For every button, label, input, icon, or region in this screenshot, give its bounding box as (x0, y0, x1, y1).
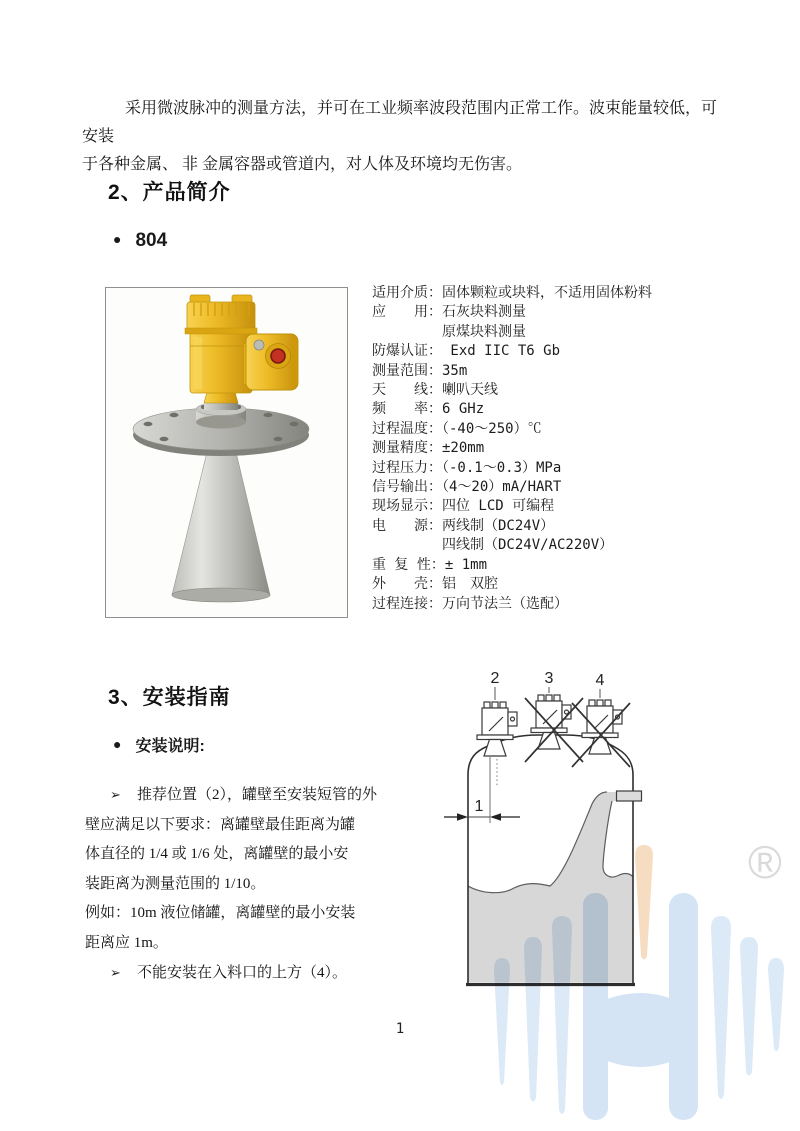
device-neck (204, 392, 238, 403)
red-window (271, 349, 285, 363)
spec-line: 过程温度：（-40～250）℃ (372, 420, 542, 437)
spec-line: 过程压力：（-0.1～0.3）MPa (372, 459, 562, 476)
arrow-left-icon (490, 813, 501, 821)
intro-line-2: 于各种金属、 非 金属容器或管道内，对人体及环境均无伤害。 (82, 156, 523, 173)
body-highlight (194, 337, 202, 389)
install-label: 安装说明: (135, 738, 205, 755)
page-number: 1 (395, 1021, 405, 1037)
spec-line: 测量精度：±20mm (372, 440, 485, 457)
product-photo (105, 287, 348, 618)
spec-line: 原煤块料测量 (372, 323, 526, 340)
radar-level-meter-illustration (106, 288, 347, 617)
position-2-label: 2 (490, 670, 500, 687)
install-text-line: 装距离为测量范围的 1/10。 (85, 875, 266, 892)
bolt-hole (144, 422, 153, 426)
cap-flange (185, 328, 257, 334)
device-cap (187, 302, 255, 331)
hub-bottom (196, 416, 246, 429)
spec-line: 测量范围：35m (372, 362, 468, 379)
list-arrow-icon: ➢ (110, 788, 121, 803)
sensor-position-4 (582, 700, 622, 754)
install-bullet-row (113, 733, 205, 756)
model-number: 804 (135, 230, 168, 251)
install-text-line: 推荐位置（2），罐壁至安装短管的外 (137, 787, 378, 803)
inlet-pipe (617, 791, 642, 801)
horn-mouth (172, 588, 270, 602)
spec-line: 信号输出：（4～20）mA/HART (372, 479, 562, 496)
spec-line: 天 线：喇叭天线 (372, 382, 498, 399)
install-text-line: 壁应满足以下要求：离罐壁最佳距离为罐 (85, 816, 356, 833)
install-paragraph-2: 不能安装在入料口的上方（4）。 (137, 965, 348, 981)
section-2-heading: 2、产品简介 (108, 181, 231, 204)
install-text-line: 体直径的 1/4 或 1/6 处，离罐壁的最小安 (85, 846, 349, 863)
spec-line: 适用介质：固体颗粒或块料，不适用固体粉料 (372, 285, 652, 301)
spec-line: 外 壳：铝 双腔 (372, 576, 498, 593)
bolt-hole (160, 437, 169, 441)
model-bullet-row (113, 230, 167, 252)
section-3-heading: 3、安装指南 (108, 686, 231, 709)
bolt-hole (290, 422, 299, 426)
horn-antenna-cone (172, 452, 270, 595)
spec-list (372, 284, 722, 614)
bolt-hole (170, 413, 179, 417)
spec-line: 重 复 性：± 1mm (372, 556, 488, 573)
registered-mark-icon: ® (748, 836, 782, 888)
installation-diagram (440, 655, 800, 990)
bolt-hole (274, 437, 283, 441)
install-paragraph-1 (85, 781, 435, 959)
spec-line: 防爆认证： Exd IIC T6 Gb (372, 343, 561, 360)
spec-line: 应 用：石灰块料测量 (372, 304, 526, 321)
list-arrow-icon: ➢ (110, 966, 121, 981)
position-4-label: 4 (595, 672, 605, 689)
dim-1-label: 1 (474, 798, 484, 815)
install-text-line: 距离应 1m。 (85, 934, 168, 951)
intro-line-1: 采用微波脉冲的测量方法，并可在工业频率波段范围内正常工作。波束能量较低，可安装 (82, 100, 718, 145)
cable-gland (254, 340, 264, 350)
install-text-line: 例如：10m 液位储罐，离罐壁的最小安装 (85, 905, 356, 922)
module-edge (291, 338, 298, 386)
spec-line: 过程连接：万向节法兰（选配） (372, 595, 568, 612)
spec-line: 四线制（DC24V/AC220V） (372, 537, 614, 554)
bullet-dot-icon: ● (113, 231, 122, 247)
arrow-right-icon (457, 813, 468, 821)
spec-line: 频 率：6 GHz (372, 401, 485, 418)
intro-paragraph (82, 95, 732, 179)
bullet-dot-icon: ● (113, 736, 122, 752)
position-3-label: 3 (544, 670, 554, 687)
spec-line: 现场显示：四位 LCD 可编程 (372, 498, 555, 515)
tank-diagram (440, 655, 800, 990)
bolt-hole (264, 413, 273, 417)
spec-line: 电 源：两线制（DC24V） (372, 517, 555, 534)
